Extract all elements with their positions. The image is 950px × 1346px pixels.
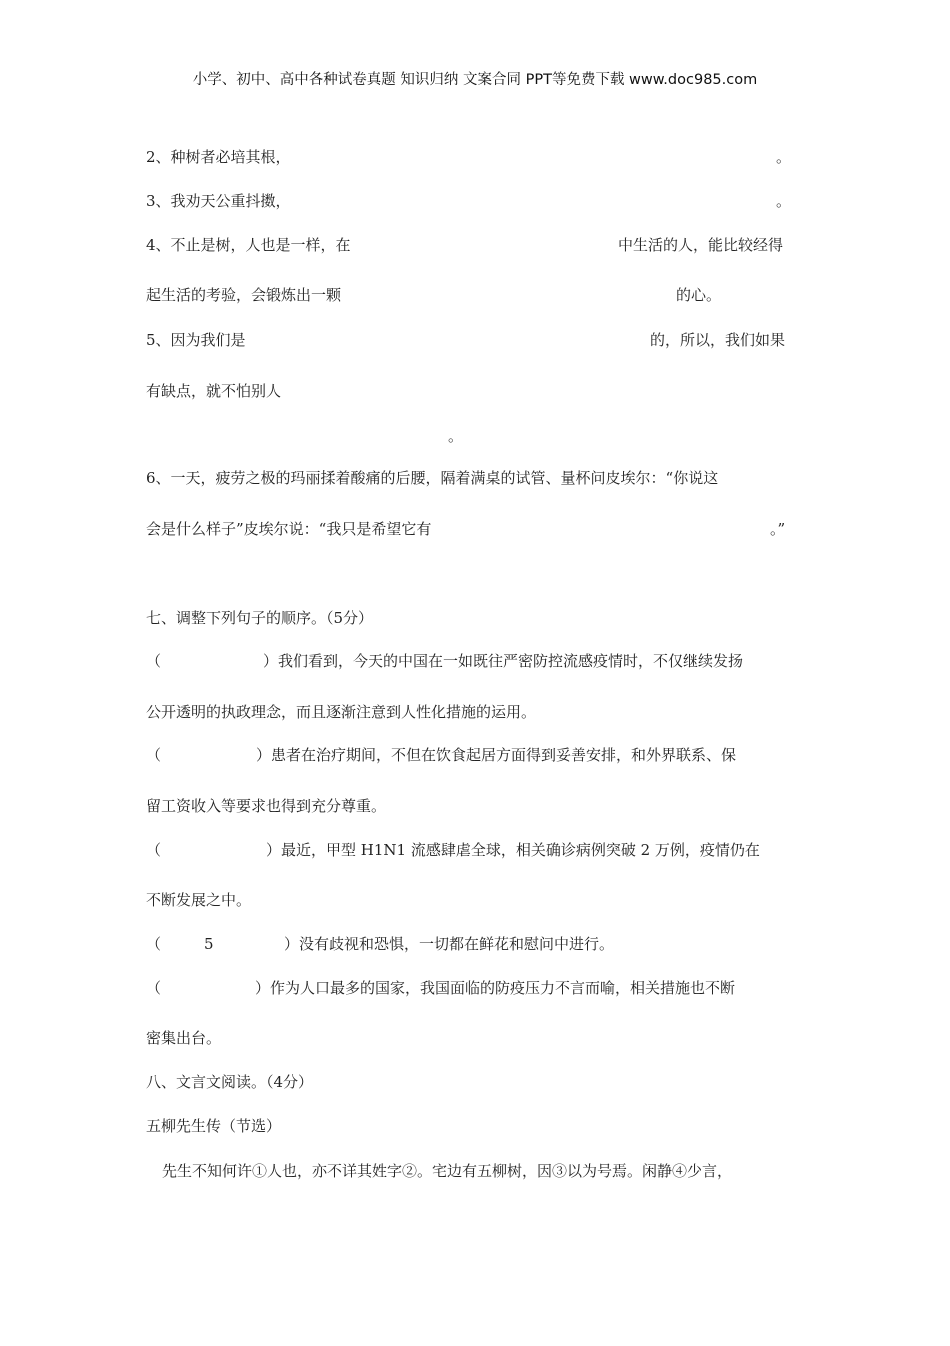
s3-open: （ xyxy=(146,841,162,859)
question-5-line2: 有缺点，就不怕别人 xyxy=(146,382,282,400)
s5-cont: 密集出台。 xyxy=(146,1029,222,1047)
question-2: 2、种树者必培其根， xyxy=(146,148,291,166)
s1-cont: 公开透明的执政理念，而且逐渐注意到人性化措施的运用。 xyxy=(146,703,537,721)
s4-answer: 5 xyxy=(204,935,214,953)
question-6-line2-start: 会是什么样子”皮埃尔说：“我只是希望它有 xyxy=(146,520,432,538)
question-5-line1-end: 的，所以，我们如果 xyxy=(650,331,786,349)
question-5-line1-start: 5、因为我们是 xyxy=(146,331,246,349)
question-3-end: 。 xyxy=(776,192,792,210)
question-4-line2-start: 起生活的考验，会锻炼出一颗 xyxy=(146,286,342,304)
s4-open: （ xyxy=(146,935,162,953)
s2-cont: 留工资收入等要求也得到充分尊重。 xyxy=(146,797,387,815)
question-4-line2-end: 的心。 xyxy=(676,286,722,304)
s2-text: ）患者在治疗期间，不但在饮食起居方面得到妥善安排，和外界联系、保 xyxy=(256,746,737,764)
s3-text: ）最近，甲型 H1N1 流感肆虐全球，相关确诊病例突破 2 万例，疫情仍在 xyxy=(266,841,760,859)
question-5-line3: 。 xyxy=(448,427,464,445)
s4-text: ）没有歧视和恐惧，一切都在鲜花和慰问中进行。 xyxy=(284,935,615,953)
passage-title: 五柳先生传（节选） xyxy=(146,1117,282,1135)
question-6-line2-end: 。” xyxy=(770,520,786,538)
s1-open: （ xyxy=(146,652,162,670)
section-7-title: 七、调整下列句子的顺序。（5分） xyxy=(146,609,374,627)
s5-text: ）作为人口最多的国家，我国面临的防疫压力不言而喻，相关措施也不断 xyxy=(255,979,736,997)
s5-open: （ xyxy=(146,979,162,997)
question-2-end: 。 xyxy=(776,148,792,166)
s2-open: （ xyxy=(146,746,162,764)
question-4-line1-start: 4、不止是树，人也是一样，在 xyxy=(146,236,351,254)
question-3: 3、我劝天公重抖擞， xyxy=(146,192,291,210)
page-header: 小学、初中、高中各种试卷真题 知识归纳 文案合同 PPT等免费下载 www.doc985.com xyxy=(192,72,758,88)
question-6-line1: 6、一天，疲劳之极的玛丽揉着酸痛的后腰，隔着满桌的试管、量杯问皮埃尔：“你说这 xyxy=(146,469,719,487)
section-8-title: 八、文言文阅读。（4分） xyxy=(146,1073,314,1091)
s1-text: ）我们看到，今天的中国在一如既往严密防控流感疫情时，不仅继续发扬 xyxy=(263,652,744,670)
question-4-line1-end: 中生活的人，能比较经得 xyxy=(618,236,784,254)
passage-line1: 先生不知何许①人也，亦不详其姓字②。宅边有五柳树，因③以为号焉。闲静④少言， xyxy=(162,1162,733,1180)
s3-cont: 不断发展之中。 xyxy=(146,891,252,909)
